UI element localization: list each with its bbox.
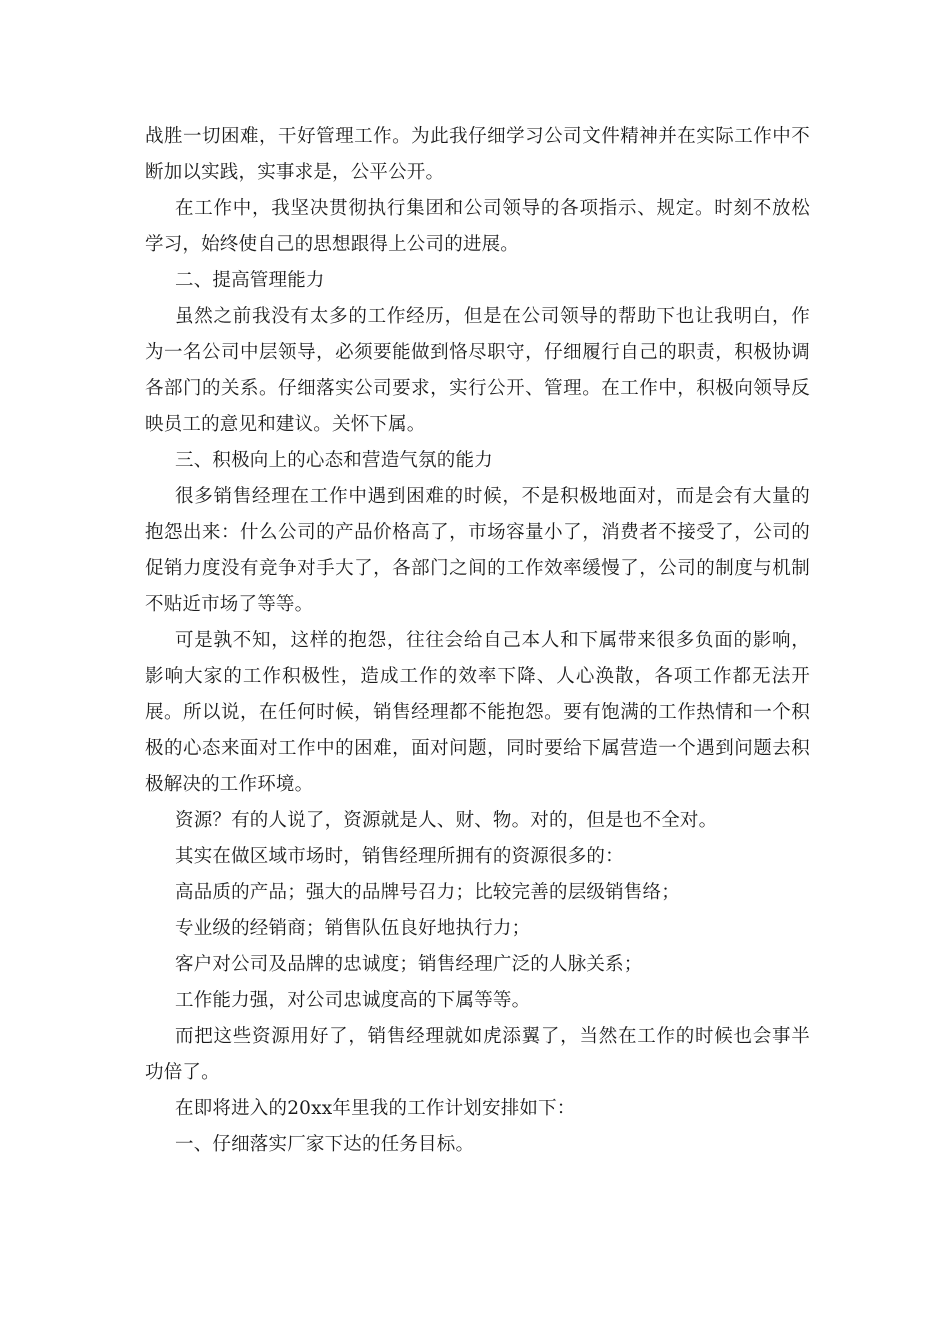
resource-list-item-1: 高品质的产品；强大的品牌号召力；比较完善的层级销售络；	[175, 882, 680, 903]
resource-list-item-3: 客户对公司及品牌的忠诚度；销售经理广泛的人脉关系；	[175, 954, 643, 975]
paragraph-4: 很多销售经理在工作中遇到困难的时候，不是积极地面对，而是会有大量的抱怨出来：什么公司的产品价格高了，市场容量小了，消费者不接受了，公司的促销力度没有竞争对手大了，各部门之间的工作效率缓慢了，公司的制度与机制不贴近市场了等等。	[145, 486, 810, 615]
paragraph-2: 在工作中，我坚决贯彻执行集团和公司领导的各项指示、规定。时刻不放松学习，始终使自己的思想跟得上公司的进展。	[145, 198, 810, 255]
resource-list-item-2: 专业级的经销商；销售队伍良好地执行力；	[175, 918, 531, 939]
paragraph-6: 资源？有的人说了，资源就是人、财、物。对的，但是也不全对。	[175, 810, 718, 831]
document-body	[145, 119, 810, 1163]
paragraph-7: 其实在做区域市场时，销售经理所拥有的资源很多的：	[175, 846, 624, 867]
paragraph-3: 虽然之前我没有太多的工作经历，但是在公司领导的帮助下也让我明白，作为一名公司中层领导，必须要能做到恪尽职守，仔细履行自己的职责，积极协调各部门的关系。仔细落实公司要求，实行公开、管理。在工作中，积极向领导反映员工的意见和建议。关怀下属。	[145, 306, 810, 435]
plan-item-1: 一、仔细落实厂家下达的任务目标。	[175, 1134, 475, 1155]
paragraph-5: 可是孰不知，这样的抱怨，往往会给自己本人和下属带来很多负面的影响，影响大家的工作积极性，造成工作的效率下降、人心涣散，各项工作都无法开展。所以说，在任何时候，销售经理都不能抱怨。要有饱满的工作热情和一个积极的心态来面对工作中的困难，面对问题，同时要给下属营造一个遇到问题去积极解决的工作环境。	[145, 630, 810, 795]
section-heading-3: 三、积极向上的心态和营造气氛的能力	[175, 450, 493, 471]
section-heading-2: 二、提高管理能力	[175, 270, 325, 291]
paragraph-9: 在即将进入的20xx年里我的工作计划安排如下：	[175, 1098, 576, 1119]
resource-list-item-4: 工作能力强，对公司忠诚度高的下属等等。	[175, 990, 531, 1011]
paragraph-8: 而把这些资源用好了，销售经理就如虎添翼了，当然在工作的时候也会事半功倍了。	[145, 1026, 810, 1083]
paragraph-1: 战胜一切困难，干好管理工作。为此我仔细学习公司文件精神并在实际工作中不断加以实践，实事求是，公平公开。	[145, 126, 810, 183]
